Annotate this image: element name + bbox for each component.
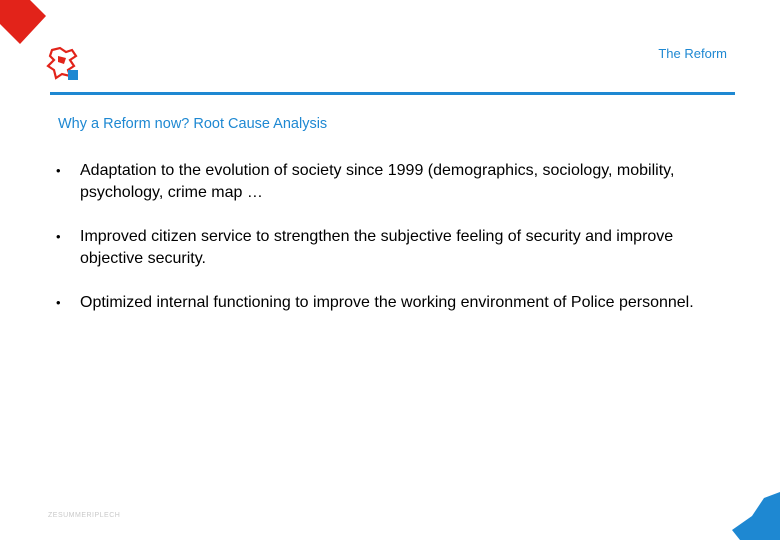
header-divider	[50, 92, 735, 95]
blue-corner-shape	[732, 492, 780, 540]
bullet-marker: •	[56, 229, 61, 244]
bullet-item	[56, 226, 706, 270]
bullet-marker: •	[56, 295, 61, 310]
section-title: The Reform	[658, 46, 727, 61]
bullet-text: Improved citizen service to strengthen the subjective feeling of security and improve objective security.	[80, 228, 674, 267]
red-corner-shape	[0, 0, 48, 46]
bullet-list	[56, 160, 706, 336]
bullet-item	[56, 292, 706, 314]
bullet-text: Adaptation to the evolution of society since 1999 (demographics, sociology, mobility, psychology, crime map …	[80, 162, 675, 201]
lion-logo-icon	[46, 46, 80, 82]
bullet-text: Optimized internal functioning to improve the working environment of Police personnel.	[80, 294, 694, 311]
bullet-item	[56, 160, 706, 204]
bullet-marker: •	[56, 163, 61, 178]
slide-subtitle: Why a Reform now? Root Cause Analysis	[58, 116, 328, 132]
footer-text: ZESUMMERIPLECH	[48, 512, 121, 519]
